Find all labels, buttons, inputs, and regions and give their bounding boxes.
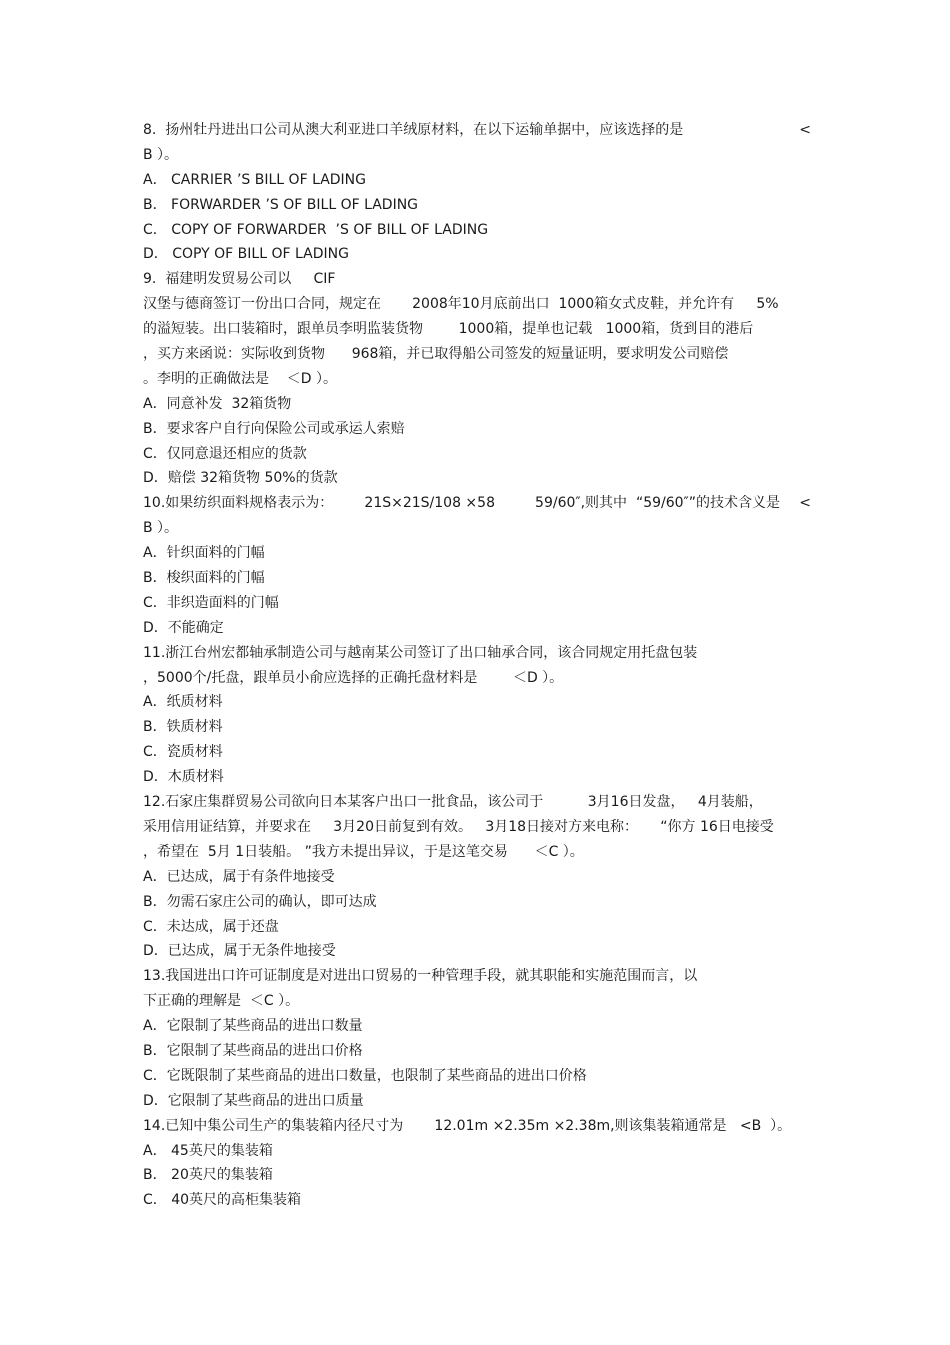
question-10-option-d: D．不能确定 [143,619,224,636]
question-11-option-a: A．纸质材料 [143,694,223,711]
question-12-option-d: D．已达成，属于无条件地接受 [143,943,336,960]
question-9-stem-line-4: ，买方来函说：实际收到货物 968箱，并已取得船公司签发的短量证明，要求明发公司赔偿 [143,346,729,363]
question-9-stem-line-3: 的溢短装。出口装箱时，跟单员李明监装货物 1000箱，提单也记载 1000箱，货到目的港后 [143,321,754,338]
question-12-option-a: A．已达成，属于有条件地接受 [143,868,335,885]
question-8-stem-text: 8. 扬州牡丹进出口公司从澳大利亚进口羊绒原材料，在以下运输单据中，应该选择的是 [143,122,684,138]
question-9-stem-line-5: 。李明的正确做法是 ＜D ）。 [143,370,338,387]
question-14-option-b: B． 20英尺的集装箱 [143,1167,273,1184]
question-10-option-b: B．梭织面料的门幅 [143,570,265,587]
question-8-stem-bracket: < [799,122,811,138]
question-12-option-b: B．勿需石家庄公司的确认，即可达成 [143,893,377,910]
question-11-stem-line-2: ，5000个/托盘，跟单员小俞应选择的正确托盘材料是 ＜D ）。 [143,669,564,686]
question-12-stem-line-2: 采用信用证结算，并要求在 3月20日前复到有效。 3月18日接对方来电称： “你方 16日电接受 [143,818,774,835]
question-12-stem-line-1: 12.石家庄集群贸易公司欲向日本某客户出口一批食品，该公司于 3月16日发盘， 4月装船， [143,794,763,811]
question-8-option-d: D． COPY OF BILL OF LADING [143,246,349,263]
question-10-stem-line-1 [143,491,811,516]
question-11-option-b: B．铁质材料 [143,719,223,736]
question-9-option-b: B．要求客户自行向保险公司或承运人索赔 [143,420,405,437]
question-9-option-c: C．仅同意退还相应的货款 [143,445,307,462]
question-13-option-b: B．它限制了某些商品的进出口价格 [143,1042,363,1059]
question-13-option-a: A．它限制了某些商品的进出口数量 [143,1018,363,1035]
question-8-option-c: C． COPY OF FORWARDER ’S OF BILL OF LADING [143,221,489,238]
question-10-option-c: C．非织造面料的门幅 [143,594,279,611]
question-10-stem-line-2: B ）。 [143,520,179,537]
question-13-stem-line-2: 下正确的理解是 ＜C ）。 [143,993,300,1010]
question-10-stem-bracket: < [799,495,811,512]
question-8-option-a: A． CARRIER ’S BILL OF LADING [143,171,367,188]
question-9-stem-line-2: 汉堡与德商签订一份出口合同，规定在 2008年10月底前出口 1000箱女式皮鞋，并允许有 5% [143,296,779,313]
question-10-option-a: A．针织面料的门幅 [143,545,265,562]
question-8-option-b: B． FORWARDER ’S OF BILL OF LADING [143,196,419,213]
question-9-option-a: A．同意补发 32箱货物 [143,395,292,412]
question-13-option-d: D．它限制了某些商品的进出口质量 [143,1092,364,1109]
question-11-stem-line-1: 11.浙江台州宏都轴承制造公司与越南某公司签订了出口轴承合同，该合同规定用托盘包装 [143,644,698,661]
question-9-stem-line-1: 9. 福建明发贸易公司以 CIF [143,271,336,288]
question-8-stem-line-2: B ）。 [143,146,179,163]
question-12-stem-line-3: ，希望在 5月 1日装船。 ”我方未提出异议，于是这笔交易 ＜C ）。 [143,843,584,860]
question-11-option-c: C．瓷质材料 [143,744,223,761]
question-list [143,118,811,1213]
question-8-stem-line-1 [143,118,811,143]
question-14-option-a: A． 45英尺的集装箱 [143,1142,273,1159]
question-13-option-c: C．它既限制了某些商品的进出口数量，也限制了某些商品的进出口价格 [143,1067,587,1084]
question-12-option-c: C．未达成，属于还盘 [143,918,279,935]
question-14-stem-line-1: 14.已知中集公司生产的集装箱内径尺寸为 12.01m ×2.35m ×2.38m,则该集装箱通常是 <B ）。 [143,1117,792,1134]
question-14-option-c: C． 40英尺的高柜集装箱 [143,1192,302,1209]
question-9-option-d: D．赔偿 32箱货物 50%的货款 [143,470,338,487]
question-11-option-d: D．木质材料 [143,769,224,786]
question-10-stem-text: 10.如果纺织面料规格表示为： 21S×21S/108 ×58 59/60″,则其中 “59/60″”的技术含义是 [143,495,781,512]
question-13-stem-line-1: 13.我国进出口许可证制度是对进出口贸易的一种管理手段，就其职能和实施范围而言，以 [143,968,698,985]
